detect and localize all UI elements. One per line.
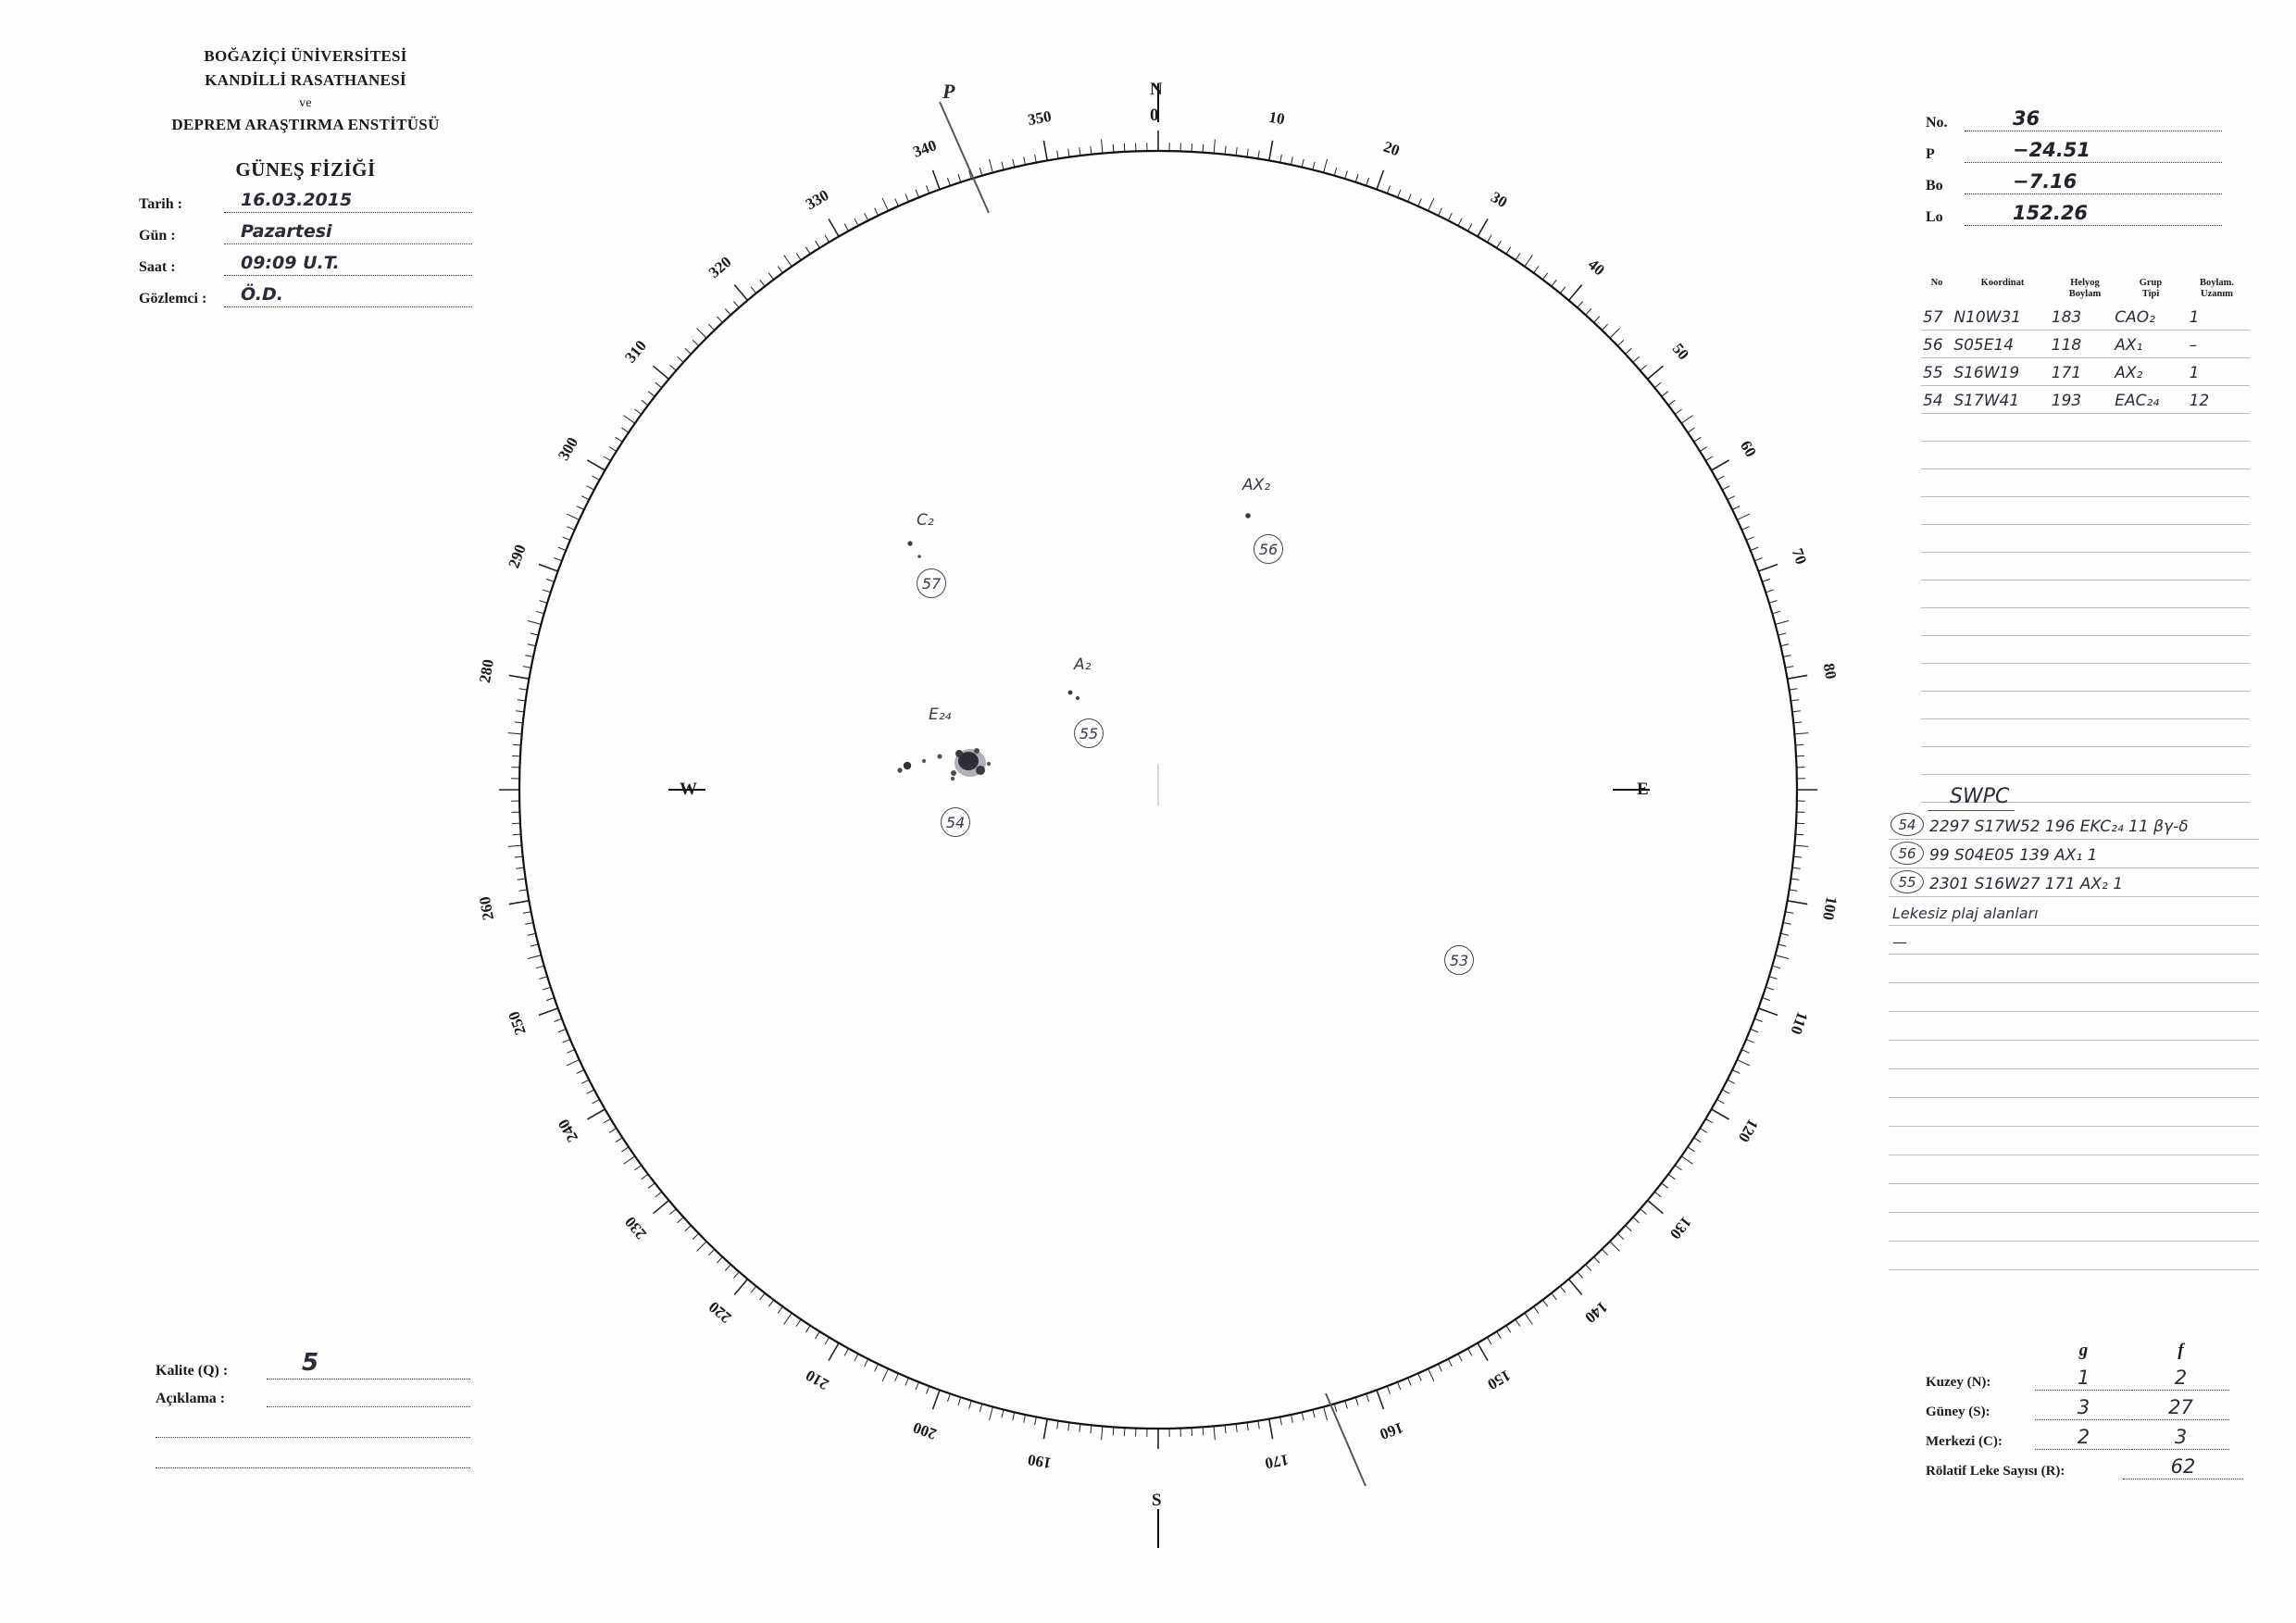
field-kalite-label: Kalite (Q) :: [156, 1363, 229, 1379]
param-no-line: [1965, 107, 2222, 131]
cell-grup-tipi: CAO₂: [2115, 308, 2155, 328]
degree-label-190: 190: [1026, 1450, 1054, 1472]
table-body: [1921, 303, 2250, 803]
swpc-title: SWPC: [1928, 785, 2015, 811]
th-helyog-l1: Helyog: [2070, 278, 2100, 288]
field-gozlemci-value: Ö.D.: [241, 283, 283, 305]
cell-boylam-uzanim: 1: [2189, 308, 2200, 328]
cell-no: 56: [1923, 336, 1943, 356]
degree-label-340: 340: [910, 136, 940, 162]
cell-boylam-uzanim: 12: [2189, 392, 2210, 411]
th-boylam-l1: Boylam.: [2199, 278, 2235, 288]
col-f: f: [2177, 1341, 2184, 1360]
degree-label-250: 250: [505, 1008, 530, 1038]
swpc-note-2: —: [1892, 933, 1907, 951]
cell-koordinat: N10W31: [1953, 308, 2022, 328]
aciklama-blank-2: [156, 1450, 470, 1468]
param-lo-value: 152.26: [2013, 202, 2089, 224]
cell-helyog-boylam: 193: [2051, 392, 2082, 411]
degree-label-120: 120: [1735, 1116, 1763, 1146]
degree-label-60: 60: [1737, 437, 1761, 460]
degree-label-230: 230: [621, 1213, 651, 1243]
th-grup-l1: Grup: [2139, 278, 2163, 288]
count-central-label: Merkezi (C):: [1926, 1434, 2003, 1449]
swpc-block: [1889, 785, 2259, 1270]
field-kalite: [156, 1349, 470, 1380]
field-tarih-label: Tarih :: [139, 195, 182, 212]
th-koordinat: Koordinat: [1980, 278, 2025, 288]
axis-label-north-zero: 0: [1150, 106, 1159, 125]
field-aciklama: [156, 1389, 470, 1407]
field-gozlemci-label: Gözlemci :: [139, 290, 207, 306]
field-gozlemci: [139, 283, 472, 307]
param-lo-line: [1965, 202, 2222, 226]
cell-grup-tipi: EAC₂₄: [2115, 392, 2160, 411]
degree-label-210: 210: [802, 1367, 832, 1394]
quality-block: [156, 1349, 470, 1468]
cell-koordinat: S16W19: [1953, 364, 2020, 383]
counts-column-headers: [1926, 1341, 2250, 1361]
table-row: [1921, 303, 2250, 331]
param-bo-value: −7.16: [2013, 170, 2078, 193]
page-title: GÜNEŞ FİZİĞİ: [235, 157, 376, 181]
table-row-empty: [1921, 692, 2250, 719]
count-north-f: 2: [2174, 1367, 2188, 1389]
param-bo-line: [1965, 170, 2222, 194]
count-south: [1926, 1396, 2250, 1420]
param-p-value: −24.51: [2013, 139, 2091, 161]
param-no-value: 36: [2013, 107, 2040, 130]
spot-number-55: 55: [1074, 718, 1104, 748]
swpc-row-empty: [1889, 1069, 2259, 1098]
param-lo-label: Lo: [1926, 209, 1943, 225]
count-south-g: 3: [2077, 1396, 2090, 1418]
relative-number-label: Rölatif Leke Sayısı (R):: [1926, 1464, 2065, 1479]
swpc-row-text: 99 S04E05 139 AX₁ 1: [1929, 846, 2098, 865]
param-p: [1926, 139, 2222, 163]
relative-number: [1926, 1455, 2250, 1479]
swpc-row-empty: [1889, 1127, 2259, 1155]
org-conjunction: ve: [299, 95, 312, 110]
institution-name: [139, 44, 472, 138]
degree-label-150: 150: [1484, 1367, 1515, 1394]
swpc-row-text: 2301 S16W27 171 AX₂ 1: [1929, 875, 2124, 893]
table-row: [1921, 331, 2250, 358]
param-p-line: [1965, 139, 2222, 163]
spot-number-56: 56: [1254, 534, 1283, 564]
swpc-note: Lekesiz plaj alanları: [1892, 905, 2039, 922]
p-axis-line: [940, 102, 989, 213]
degree-label-100: 100: [1818, 894, 1841, 922]
count-north-label: Kuzey (N):: [1926, 1375, 1991, 1390]
cell-koordinat: S17W41: [1953, 392, 2020, 411]
cell-helyog-boylam: 171: [2051, 364, 2082, 383]
disc-graticule: [435, 65, 1842, 1565]
swpc-row-empty: [1889, 955, 2259, 983]
cell-boylam-uzanim: 1: [2189, 364, 2200, 383]
spot-note-56: AX₂: [1242, 476, 1271, 494]
degree-label-170: 170: [1263, 1450, 1291, 1472]
table-row: [1921, 386, 2250, 414]
aciklama-blank-1: [156, 1419, 470, 1438]
spot-note-57: C₂: [917, 511, 934, 530]
degree-label-10: 10: [1267, 107, 1286, 129]
count-central: [1926, 1426, 2250, 1450]
degree-label-220: 220: [705, 1297, 735, 1327]
spot-number-53: 53: [1444, 945, 1474, 975]
param-no: [1926, 107, 2222, 131]
degree-label-240: 240: [554, 1116, 581, 1146]
swpc-note-row-2: [1889, 926, 2259, 955]
param-lo: [1926, 202, 2222, 226]
swpc-row-empty: [1889, 1041, 2259, 1069]
solar-disc: [435, 65, 1842, 1565]
swpc-row-empty: [1889, 983, 2259, 1012]
degree-label-20: 20: [1380, 138, 1403, 160]
param-p-label: P: [1926, 146, 1935, 162]
degree-label-80: 80: [1819, 662, 1841, 681]
count-south-f: 27: [2168, 1396, 2193, 1418]
cell-grup-tipi: AX₂: [2115, 364, 2143, 383]
param-bo-label: Bo: [1926, 178, 1943, 194]
field-saat-label: Saat :: [139, 258, 176, 275]
degree-label-130: 130: [1666, 1213, 1695, 1243]
spot-note-54: E₂₄: [929, 705, 952, 724]
swpc-row-empty: [1889, 1213, 2259, 1242]
swpc-row-number: 56: [1890, 842, 1924, 865]
field-saat: [139, 252, 472, 276]
cell-helyog-boylam: 118: [2051, 336, 2082, 356]
param-no-label: No.: [1926, 115, 1948, 131]
table-row-empty: [1921, 608, 2250, 636]
table-row-empty: [1921, 497, 2250, 525]
degree-label-330: 330: [802, 185, 832, 213]
swpc-row-empty: [1889, 1012, 2259, 1041]
axis-label-north: N: [1150, 80, 1163, 99]
swpc-row-empty: [1889, 1155, 2259, 1184]
table-row-empty: [1921, 442, 2250, 469]
sunspot-group-54: [897, 748, 991, 780]
org-line-2: KANDİLLİ RASATHANESİ: [205, 71, 406, 90]
cell-no: 54: [1923, 392, 1943, 411]
swpc-row-text: 2297 S17W52 196 EKC₂₄ 11 βγ-δ: [1929, 818, 2189, 836]
swpc-row: [1889, 868, 2259, 897]
table-row: [1921, 358, 2250, 386]
field-gun-value: Pazartesi: [241, 220, 332, 242]
table-header: [1921, 278, 2250, 303]
count-central-g: 2: [2077, 1426, 2090, 1448]
degree-label-290: 290: [505, 542, 530, 571]
degree-label-200: 200: [910, 1417, 940, 1443]
relative-number-value: 62: [2170, 1455, 2196, 1478]
degree-label-140: 140: [1581, 1297, 1612, 1327]
spot-number-57: 57: [917, 568, 946, 598]
axis-label-south: S: [1152, 1491, 1162, 1510]
field-gun-label: Gün :: [139, 227, 176, 243]
spot-note-55: A₂: [1074, 655, 1092, 674]
field-aciklama-label: Açıklama :: [156, 1391, 226, 1406]
swpc-rows: [1889, 811, 2259, 1270]
table-row-empty: [1921, 525, 2250, 553]
spot-counts-block: [1926, 1341, 2250, 1479]
p-axis-label: P: [942, 80, 955, 103]
cell-helyog-boylam: 183: [2051, 308, 2082, 328]
field-gun: [139, 220, 472, 244]
count-south-label: Güney (S):: [1926, 1405, 1990, 1419]
table-row-empty: [1921, 469, 2250, 497]
disc-parameters: [1926, 107, 2222, 237]
swpc-row-empty: [1889, 1242, 2259, 1270]
param-bo: [1926, 170, 2222, 194]
table-row-empty: [1921, 636, 2250, 664]
sunspot-groups-table: [1921, 278, 2250, 803]
degree-label-50: 50: [1668, 339, 1692, 364]
sunspot-group-56: [1245, 513, 1251, 518]
cell-boylam-uzanim: –: [2189, 336, 2198, 356]
th-boylam-l2: Uzanım: [2201, 289, 2233, 300]
table-row-empty: [1921, 747, 2250, 775]
th-helyog-l2: Boylam: [2068, 289, 2102, 300]
sunspot-group-55: [1068, 691, 1079, 700]
degree-label-280: 280: [476, 657, 498, 685]
org-line-1: BOĞAZİÇİ ÜNİVERSİTESİ: [204, 47, 407, 65]
swpc-row-number: 54: [1890, 813, 1924, 836]
table-row-empty: [1921, 414, 2250, 442]
count-central-f: 3: [2174, 1426, 2188, 1448]
swpc-row: [1889, 840, 2259, 868]
table-row-empty: [1921, 553, 2250, 581]
degree-label-160: 160: [1377, 1417, 1406, 1443]
sunspot-group-57: [907, 541, 920, 557]
cell-no: 55: [1923, 364, 1943, 383]
col-g: g: [2078, 1341, 2089, 1360]
swpc-row-number: 55: [1890, 870, 1924, 893]
header-block: [139, 44, 472, 307]
swpc-row-empty: [1889, 1184, 2259, 1213]
count-north-g: 1: [2077, 1367, 2090, 1389]
degree-label-30: 30: [1488, 187, 1511, 211]
th-no: No: [1930, 278, 1943, 288]
table-row-empty: [1921, 664, 2250, 692]
swpc-row: [1889, 811, 2259, 840]
degree-label-350: 350: [1026, 107, 1054, 130]
field-kalite-value: 5: [302, 1349, 319, 1377]
axis-label-east: E: [1637, 780, 1649, 799]
swpc-note-row: [1889, 897, 2259, 926]
axis-label-west: W: [680, 780, 697, 799]
cell-koordinat: S05E14: [1953, 336, 2015, 356]
spot-number-54: 54: [941, 807, 970, 837]
swpc-row-empty: [1889, 1098, 2259, 1127]
degree-label-260: 260: [476, 894, 498, 922]
table-row-empty: [1921, 719, 2250, 747]
count-north: [1926, 1369, 2250, 1391]
cell-grup-tipi: AX₁: [2115, 336, 2143, 356]
auxiliary-line: [1326, 1393, 1366, 1486]
degree-label-320: 320: [705, 253, 735, 282]
field-tarih: [139, 189, 472, 213]
degree-label-310: 310: [621, 336, 651, 367]
th-grup-l2: Tipi: [2141, 289, 2160, 300]
table-row-empty: [1921, 581, 2250, 608]
degree-label-300: 300: [554, 433, 581, 464]
cell-no: 57: [1923, 308, 1943, 328]
org-line-3: DEPREM ARAŞTIRMA ENSTİTÜSÜ: [171, 116, 440, 134]
field-tarih-value: 16.03.2015: [241, 189, 353, 210]
field-saat-value: 09:09 U.T.: [241, 252, 340, 273]
degree-label-110: 110: [1786, 1009, 1812, 1037]
degree-label-40: 40: [1584, 256, 1609, 280]
degree-label-70: 70: [1788, 545, 1810, 568]
